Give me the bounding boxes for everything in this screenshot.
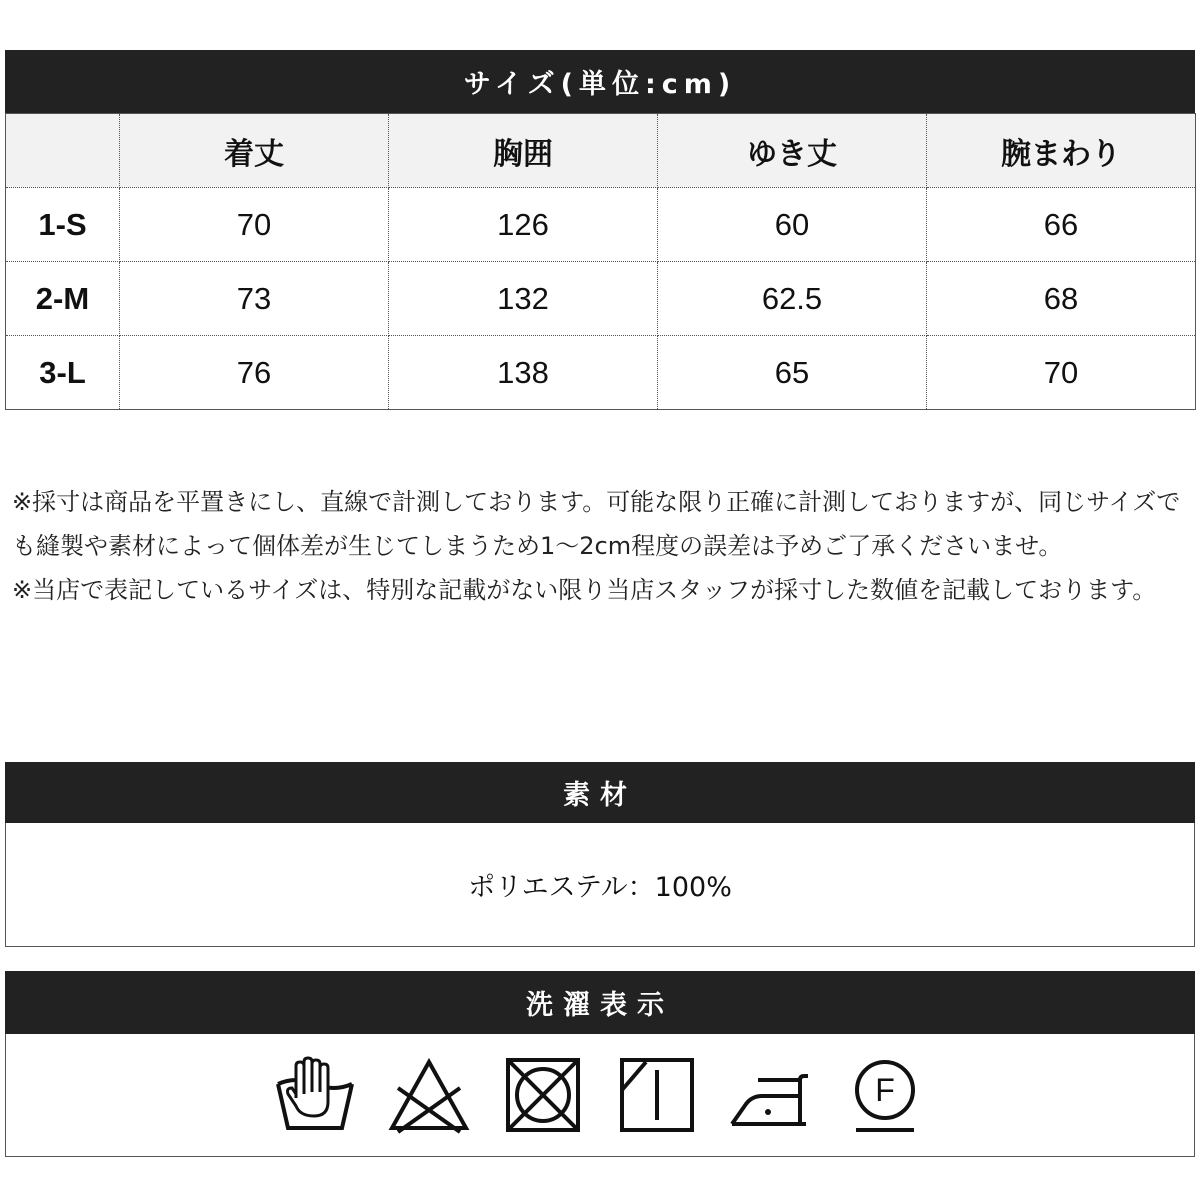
no-bleach-icon [388,1054,470,1136]
size-table [5,113,1196,410]
table-cell: 126 [389,188,658,262]
no-tumble-dry-icon [502,1054,584,1136]
dry-clean-f-label: F [875,1072,895,1108]
material-box [5,823,1195,947]
size-label: 3-L [6,336,120,410]
table-cell: 66 [927,188,1196,262]
hand-wash-icon [274,1054,356,1136]
line-dry-shade-icon [616,1054,698,1136]
size-table-corner-cell [6,114,120,188]
size-note: ※当店で表記しているサイズは、特別な記載がない限り当店スタッフが採寸した数値を記載しております。 [12,576,1157,604]
column-header-sleeve-length: ゆき丈 [658,114,927,188]
column-header-length: 着丈 [120,114,389,188]
size-label: 2-M [6,262,120,336]
measurement-notes [12,480,1192,612]
table-cell: 60 [658,188,927,262]
column-header-arm-circumference: 腕まわり [927,114,1196,188]
iron-low-icon [730,1054,812,1136]
size-label: 1-S [6,188,120,262]
table-cell: 68 [927,262,1196,336]
care-section-title: 洗濯表示 [5,971,1195,1034]
table-cell: 70 [927,336,1196,410]
table-cell: 73 [120,262,389,336]
measurement-note: ※採寸は商品を平置きにし、直線で計測しております。可能な限り正確に計測しておりますが、同じサイズでも縫製や素材によって個体差が生じてしまうため1〜2cm程度の誤差は予めご了承くださいませ。 [12,488,1181,560]
care-icons-box [5,1034,1195,1157]
table-cell: 70 [120,188,389,262]
table-row [6,188,1196,262]
size-section-title: サイズ(単位:cm) [5,50,1195,113]
column-header-chest: 胸囲 [389,114,658,188]
material-section-title: 素材 [5,762,1195,823]
table-cell: 76 [120,336,389,410]
dry-clean-f-icon [844,1054,926,1136]
table-cell: 65 [658,336,927,410]
table-cell: 62.5 [658,262,927,336]
table-row [6,262,1196,336]
table-cell: 138 [389,336,658,410]
table-row [6,336,1196,410]
material-text: ポリエステル：100% [468,872,732,903]
table-cell: 132 [389,262,658,336]
size-table-header-row [6,114,1196,188]
